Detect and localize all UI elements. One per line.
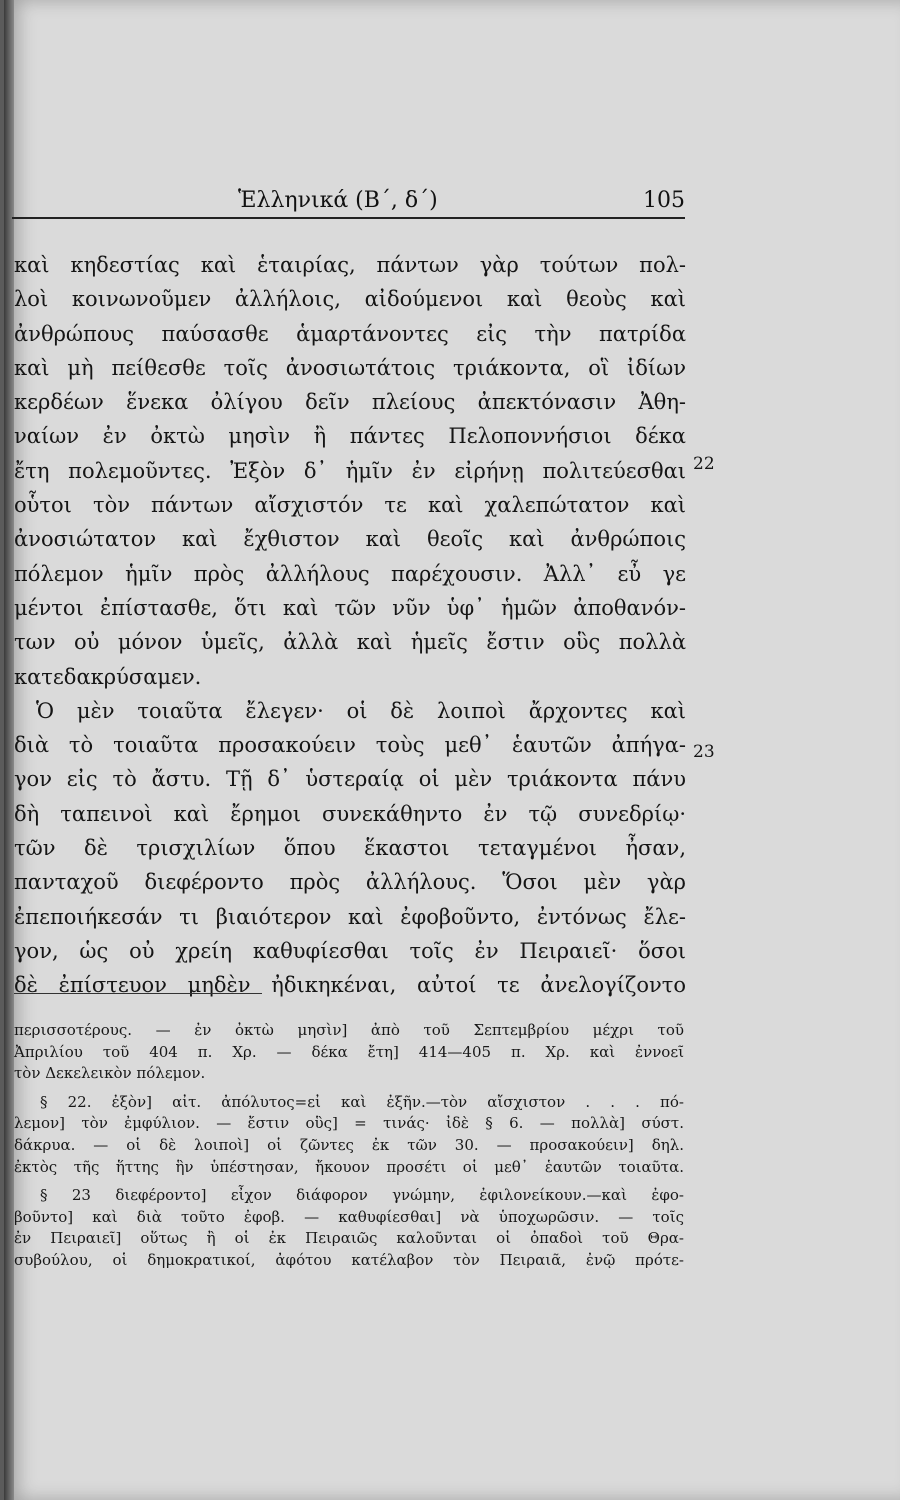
text-line: κερδέων ἕνεκα ὀλίγου δεῖν πλείους ἀπεκτόνασιν Ἀθη-: [14, 390, 686, 415]
text-line: οὗτοι τὸν πάντων αἴσχιστόν τε καὶ χαλεπώτατον καὶ: [14, 493, 686, 518]
footnote-line: δάκρυα. — οἱ δὲ λοιποὶ] οἱ ζῶντες ἐκ τῶν 30. — προσακούειν] δηλ.: [14, 1135, 684, 1154]
footnote-line: λεμον] τὸν ἐμφύλιον. — ἔστιν οὓς] = τινάς· ἰδὲ § 6. — πολλὰ] σύστ.: [14, 1114, 684, 1133]
footnote-line: συβούλου, οἱ δημοκρατικοί, ἀφότου κατέλαβον τὸν Πειραιᾶ, ἐνῷ πρότε-: [14, 1250, 684, 1269]
text-line: Ὁ μὲν τοιαῦτα ἔλεγεν· οἱ δὲ λοιποὶ ἄρχοντες καὶ: [36, 698, 686, 723]
page-gutter: [4, 0, 14, 1500]
book-page: [4, 0, 900, 1500]
footnote-rule: [14, 993, 262, 994]
text-line: διὰ τὸ τοιαῦτα προσακούειν τοὺς μεθ᾽ ἑαυτῶν ἀπήγα-: [14, 733, 686, 758]
footnote-gap: [14, 1085, 684, 1092]
text-line: των οὐ μόνον ὑμεῖς, ἀλλὰ καὶ ἡμεῖς ἔστιν οὓς πολλὰ: [14, 630, 686, 655]
text-line: τῶν δὲ τρισχιλίων ὅπου ἕκαστοι τεταγμένοι ἦσαν,: [14, 836, 686, 861]
text-line: ἀνοσιώτατον καὶ ἔχθιστον καὶ θεοῖς καὶ ἀνθρώποις: [14, 527, 686, 552]
text-line: καὶ κηδεστίας καὶ ἑταιρίας, πάντων γὰρ τούτων πολ-: [14, 253, 686, 277]
running-head: Ἑλληνικά (Β΄, δ΄): [238, 188, 438, 213]
footnote-line: § 22. ἐξὸν] αἰτ. ἀπόλυτος=εἰ καὶ ἐξῆν.—τὸν αἴσχιστον . . . πό-: [40, 1092, 684, 1111]
text-line: ἔτη πολεμοῦντες. Ἐξὸν δ᾽ ἡμῖν ἐν εἰρήνῃ πολιτεύεσθαι: [14, 458, 686, 483]
main-text: [14, 248, 686, 1003]
text-line: καὶ μὴ πείθεσθε τοῖς ἀνοσιωτάτοις τριάκοντα, οἳ ἰδίων: [14, 355, 686, 380]
footnote-line: § 23 διεφέροντο] εἶχον διάφορον γνώμην, ἐφιλονείκουν.—καὶ ἐφο-: [40, 1186, 684, 1205]
footnote-line: ἐν Πειραιεῖ] οὕτως ἢ οἱ ἐκ Πειραιῶς καλοῦνται οἱ ὀπαδοὶ τοῦ Θρα-: [14, 1229, 684, 1248]
footnote-line: τὸν Δεκελεικὸν πόλεμον.: [14, 1064, 206, 1083]
footnote-gap: [14, 1178, 684, 1185]
section-number-23: 23: [693, 742, 715, 762]
text-line: ναίων ἐν ὀκτὼ μησὶν ἢ πάντες Πελοποννήσιοι δέκα: [14, 424, 686, 449]
footnotes: [14, 1020, 684, 1272]
text-line: κατεδακρύσαμεν.: [14, 664, 202, 689]
footnote-line: βοῦντο] καὶ διὰ τοῦτο ἐφοβ. — καθυφίεσθαι] νὰ ὑποχωρῶσιν. — τοῖς: [14, 1207, 684, 1226]
footnote-line: περισσοτέρους. — ἐν ὀκτὼ μησὶν] ἀπὸ τοῦ Σεπτεμβρίου μέχρι τοῦ: [14, 1021, 684, 1039]
text-line: ἀνθρώπους παύσασθε ἁμαρτάνοντες εἰς τὴν πατρίδα: [14, 321, 686, 346]
page-number: 105: [643, 188, 685, 213]
text-line: λοὶ κοινωνοῦμεν ἀλλήλοις, αἰδούμενοι καὶ θεοὺς καὶ: [14, 287, 686, 312]
text-line: πόλεμον ἡμῖν πρὸς ἀλλήλους παρέχουσιν. Ἀλλ᾽ εὖ γε: [14, 561, 686, 586]
text-line: δὴ ταπεινοὶ καὶ ἔρημοι συνεκάθηντο ἐν τῷ συνεδρίῳ·: [14, 801, 686, 826]
page-header: [12, 182, 685, 216]
header-rule: [12, 217, 685, 219]
footnote-line: Ἀπριλίου τοῦ 404 π. Χρ. — δέκα ἔτη] 414—405 π. Χρ. καὶ ἐννοεῖ: [14, 1042, 684, 1061]
text-line: γον, ὡς οὐ χρείη καθυφίεσθαι τοῖς ἐν Πειραιεῖ· ὅσοι: [14, 938, 686, 963]
text-line: μέντοι ἐπίστασθε, ὅτι καὶ τῶν νῦν ὑφ᾽ ἡμῶν ἀποθανόν-: [14, 595, 686, 620]
footnote-line: ἐκτὸς τῆς ἥττης ἣν ὑπέστησαν, ἤκουον προσέτι οἱ μεθ᾽ ἑαυτῶν τοιαῦτα.: [14, 1157, 684, 1176]
text-line: ἐπεποιήκεσάν τι βιαιότερον καὶ ἐφοβοῦντο, ἐντόνως ἔλε-: [14, 904, 686, 929]
text-line: πανταχοῦ διεφέροντο πρὸς ἀλλήλους. Ὅσοι μὲν γὰρ: [14, 870, 686, 895]
text-line: δὲ ἐπίστευον μηδὲν ἠδικηκέναι, αὐτοί τε ἀνελογίζοντο: [14, 973, 686, 998]
section-number-22: 22: [693, 454, 715, 474]
text-line: γον εἰς τὸ ἄστυ. Τῇ δ᾽ ὑστεραίᾳ οἱ μὲν τριάκοντα πάνυ: [14, 767, 686, 792]
